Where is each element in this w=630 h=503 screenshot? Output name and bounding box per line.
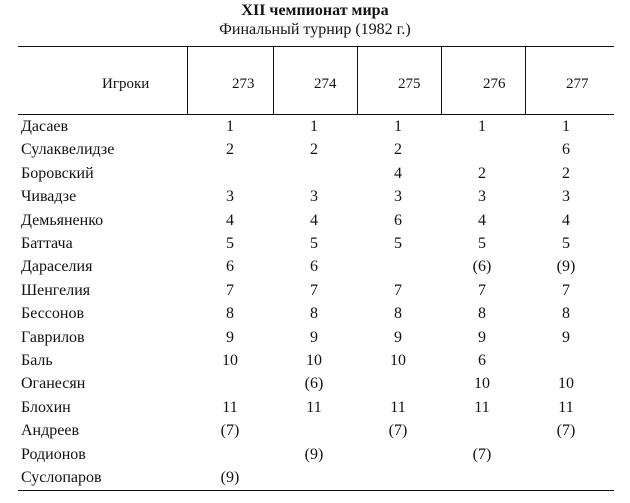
- table-cell: (6): [472, 258, 492, 276]
- table-cell: 6: [394, 211, 402, 229]
- table-cell: (7): [388, 422, 408, 440]
- column-header-274: 274: [314, 76, 337, 92]
- table-cell: 8: [310, 305, 318, 323]
- table-cell: (7): [220, 422, 240, 440]
- table-cell: 2: [226, 141, 234, 159]
- table-cell: (6): [304, 375, 324, 393]
- table-cell: 3: [394, 188, 402, 206]
- table-cell: 4: [310, 211, 318, 229]
- table-cell: 4: [562, 211, 570, 229]
- player-name: Баль: [21, 352, 53, 369]
- table-cell: 6: [310, 258, 318, 276]
- column-header-273: 273: [232, 76, 255, 92]
- table-cell: 1: [310, 118, 318, 135]
- table-cell: 5: [310, 235, 318, 252]
- table-row: [0, 468, 630, 491]
- table-cell: 11: [222, 398, 238, 416]
- table-cell: 8: [394, 305, 402, 323]
- table-row: [0, 117, 630, 140]
- table-row: [0, 187, 630, 210]
- table-cell: 11: [306, 398, 322, 416]
- player-name: Дараселия: [21, 258, 93, 276]
- table-cell: 11: [558, 398, 574, 416]
- table-cell: 3: [562, 188, 570, 206]
- table-cell: 5: [226, 235, 234, 252]
- table-cell: 2: [394, 141, 402, 159]
- table-cell: (9): [220, 469, 240, 486]
- table-cell: 4: [394, 164, 402, 182]
- table-cell: 5: [562, 235, 570, 252]
- table-cell: 6: [562, 141, 570, 159]
- table-row: [0, 281, 630, 304]
- table-cell: 9: [478, 328, 486, 346]
- table-cell: 8: [478, 305, 486, 323]
- table-row: [0, 304, 630, 327]
- table-cell: 1: [226, 118, 234, 135]
- player-name: Дасаев: [21, 118, 69, 135]
- table-cell: 3: [478, 188, 486, 206]
- table-cell: (9): [304, 445, 324, 463]
- column-header-276: 276: [483, 76, 506, 92]
- table-cell: (9): [556, 258, 576, 276]
- table-row: [0, 374, 630, 397]
- table-cell: 4: [478, 211, 486, 229]
- page-title: XII чемпионат мира: [241, 2, 389, 19]
- header-divider-5: [525, 46, 526, 114]
- table-row: [0, 328, 630, 351]
- table-row: [0, 421, 630, 444]
- table-cell: 7: [478, 281, 486, 299]
- player-name: Суслопаров: [21, 469, 102, 486]
- table-cell: 10: [306, 352, 322, 369]
- table-cell: 8: [562, 305, 570, 323]
- table-cell: 5: [478, 235, 486, 252]
- table-cell: 9: [394, 328, 402, 346]
- player-name: Блохин: [21, 398, 71, 416]
- table-row: [0, 445, 630, 468]
- table-cell: 9: [562, 328, 570, 346]
- table-cell: 2: [562, 164, 570, 182]
- table-cell: 7: [394, 281, 402, 299]
- player-name: Оганесян: [21, 375, 86, 393]
- table-cell: 5: [394, 235, 402, 252]
- player-name: Бессонов: [21, 305, 85, 323]
- player-name: Боровский: [21, 164, 94, 182]
- table-cell: 10: [222, 352, 238, 369]
- table-cell: (7): [556, 422, 576, 440]
- table-cell: 1: [394, 118, 402, 135]
- table-cell: 2: [310, 141, 318, 159]
- table-cell: 10: [390, 352, 406, 369]
- table-row: [0, 140, 630, 163]
- header-divider-4: [441, 46, 442, 114]
- player-name: Чивадзе: [21, 188, 77, 206]
- player-name: Сулаквелидзе: [21, 141, 115, 159]
- table-row: [0, 257, 630, 280]
- table-row: [0, 211, 630, 234]
- table-cell: 9: [310, 328, 318, 346]
- player-name: Гаврилов: [21, 328, 85, 346]
- players-column-header: Игроки: [102, 76, 150, 92]
- player-name: Баттача: [21, 235, 73, 252]
- header-divider-3: [357, 46, 358, 114]
- table-cell: 4: [226, 211, 234, 229]
- table-cell: (7): [472, 445, 492, 463]
- column-header-275: 275: [398, 76, 421, 92]
- table-row: [0, 164, 630, 187]
- header-divider-1: [187, 46, 188, 114]
- table-cell: 2: [478, 164, 486, 182]
- table-cell: 3: [226, 188, 234, 206]
- header-divider-2: [273, 46, 274, 114]
- table-header-rule: [18, 114, 614, 115]
- player-name: Шенгелия: [21, 281, 91, 299]
- page-subtitle: Финальный турнир (1982 г.): [219, 21, 411, 38]
- table-row: [0, 398, 630, 421]
- table-cell: 1: [478, 118, 486, 135]
- table-cell: 11: [474, 398, 490, 416]
- table-row: [0, 234, 630, 257]
- player-name: Андреев: [21, 422, 80, 440]
- table-cell: 7: [562, 281, 570, 299]
- table-cell: 6: [478, 352, 486, 369]
- table-cell: 11: [390, 398, 406, 416]
- table-cell: 9: [226, 328, 234, 346]
- table-cell: 10: [474, 375, 490, 393]
- table-cell: 7: [226, 281, 234, 299]
- player-name: Родионов: [21, 445, 86, 463]
- player-name: Демьяненко: [21, 211, 104, 229]
- table-cell: 8: [226, 305, 234, 323]
- table-cell: 7: [310, 281, 318, 299]
- table-cell: 10: [558, 375, 574, 393]
- table-row: [0, 351, 630, 374]
- column-header-277: 277: [566, 76, 589, 92]
- table-cell: 1: [562, 118, 570, 135]
- table-cell: 6: [226, 258, 234, 276]
- table-cell: 3: [310, 188, 318, 206]
